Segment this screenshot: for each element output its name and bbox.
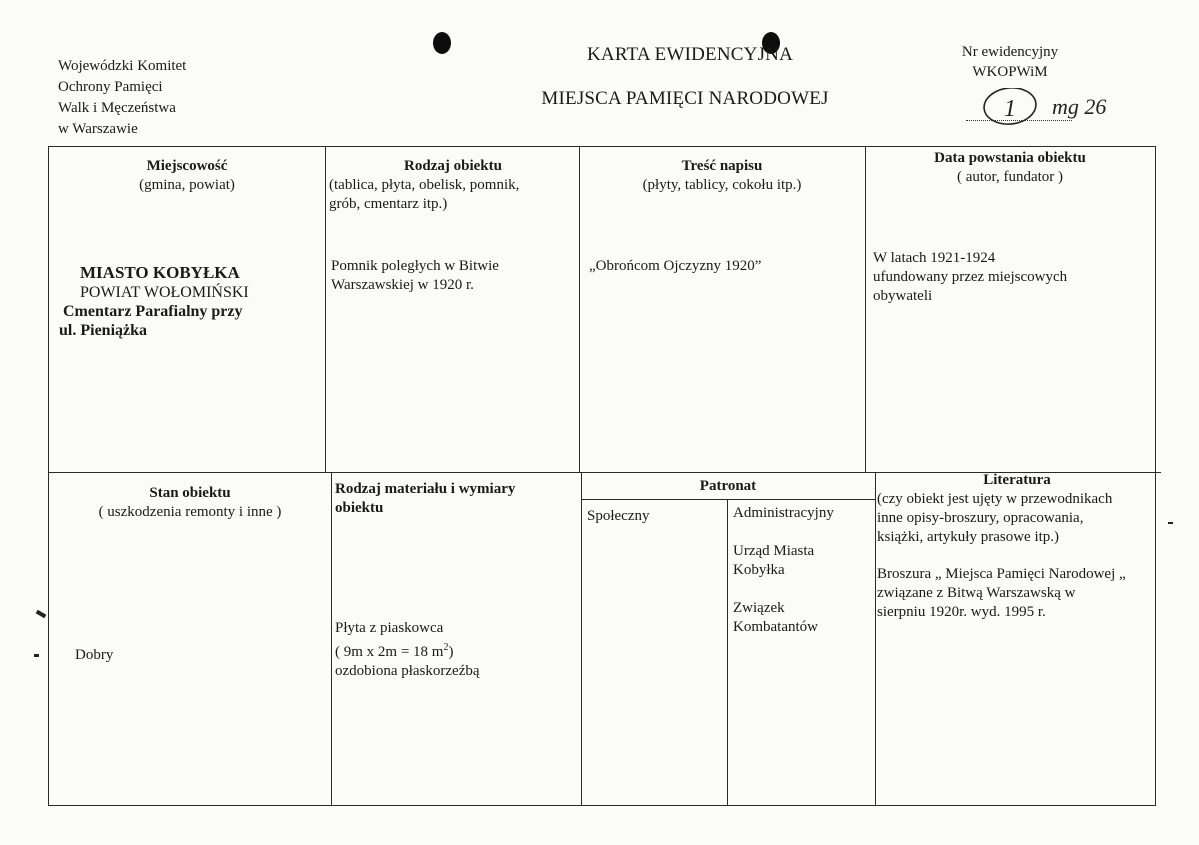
column-divider xyxy=(579,147,580,472)
patronat-column-divider xyxy=(727,499,728,805)
object-type-subtitle: grób, cmentarz itp.) xyxy=(329,196,448,212)
material-title: Rodzaj materiału i wymiary xyxy=(335,481,516,497)
town-name: MIASTO KOBYŁKA xyxy=(80,263,240,282)
place-value xyxy=(59,263,319,340)
issuer-line: Walk i Męczeństwa xyxy=(58,100,176,116)
admin-line: Urząd Miasta xyxy=(733,543,815,559)
cemetery-name: Cmentarz Parafialny przy xyxy=(63,303,243,320)
patronage-title: Patronat xyxy=(699,478,757,494)
handwritten-suffix-text: mg 26 xyxy=(1052,94,1107,119)
place-subtitle: (gmina, powiat) xyxy=(139,177,235,193)
literature-value: Broszura „ Miejsca Pamięci Narodowej „ xyxy=(877,566,1126,582)
dimensions-exponent: 2 xyxy=(443,642,449,653)
place-title: Miejscowość xyxy=(146,158,228,174)
admin-line: Kombatantów xyxy=(733,619,818,635)
document-subtitle: MIEJSCA PAMIĘCI NARODOWEJ xyxy=(541,88,829,109)
literature-subtitle: (czy obiekt jest ujęty w przewodnikach xyxy=(877,491,1113,507)
object-type-subtitle: (tablica, płyta, obelisk, pomnik, xyxy=(329,177,520,193)
literature-title: Literatura xyxy=(983,472,1051,488)
creation-date-line: W latach 1921-1924 xyxy=(873,250,996,266)
literature-cell xyxy=(877,471,1157,622)
issuer-line: w Warszawie xyxy=(58,121,138,137)
material-title: obiektu xyxy=(335,500,384,516)
registry-org-label: WKOPWiM xyxy=(972,64,1048,80)
patronat-subdivider xyxy=(581,499,875,500)
column-divider xyxy=(875,472,876,805)
inscription-cell-header xyxy=(579,157,865,195)
object-type-line: Warszawskiej w 1920 r. xyxy=(331,277,474,293)
issuer-block xyxy=(58,56,186,140)
handwritten-number-text: 1 xyxy=(1004,96,1016,122)
issuer-line: Ochrony Pamięci xyxy=(58,79,163,95)
dimensions-close: ) xyxy=(448,644,454,660)
literature-value: związane z Bitwą Warszawską w xyxy=(877,585,1076,601)
patronage-admin-values xyxy=(733,542,873,637)
condition-value: Dobry xyxy=(75,647,114,663)
literature-subtitle: książki, artykuły prasowe itp.) xyxy=(877,529,1060,545)
creation-date-value xyxy=(873,249,1153,306)
county-name: POWIAT WOŁOMIŃSKI xyxy=(80,284,249,301)
material-value xyxy=(335,619,575,681)
handwritten-registry-number xyxy=(982,88,1162,128)
column-divider xyxy=(865,147,866,472)
material-line: ozdobiona płaskorzeźbą xyxy=(335,663,480,679)
material-line: Płyta z piaskowca xyxy=(335,620,444,636)
object-type-value xyxy=(331,257,571,295)
condition-cell-header xyxy=(49,484,331,522)
creation-date-title: Data powstania obiektu xyxy=(934,150,1086,166)
registry-number-block xyxy=(930,42,1090,82)
admin-line: Związek xyxy=(733,600,785,616)
condition-title: Stan obiektu xyxy=(149,485,231,501)
creation-date-line: ufundowany przez miejscowych xyxy=(873,269,1068,285)
object-type-title: Rodzaj obiektu xyxy=(404,158,502,174)
creation-date-line: obywateli xyxy=(873,288,933,304)
column-divider xyxy=(581,472,582,805)
literature-value: sierpniu 1920r. wyd. 1995 r. xyxy=(877,604,1046,620)
record-table xyxy=(48,146,1156,806)
creation-date-subtitle: ( autor, fundator ) xyxy=(956,169,1064,185)
material-cell-header xyxy=(335,480,579,518)
column-divider xyxy=(331,472,332,805)
column-divider xyxy=(325,147,326,472)
speck-mark xyxy=(34,654,39,657)
punch-hole-left xyxy=(433,32,451,54)
condition-subtitle: ( uszkodzenia remonty i inne ) xyxy=(98,504,282,520)
place-cell-header xyxy=(49,157,325,195)
document-title: KARTA EWIDENCYJNA xyxy=(586,44,794,65)
street-name: ul. Pieniążka xyxy=(59,322,148,339)
creation-date-cell-header xyxy=(865,149,1155,187)
dimensions-text: ( 9m x 2m = 18 m xyxy=(335,644,444,660)
registry-number-label: Nr ewidencyjny xyxy=(961,44,1059,60)
inscription-value: „Obrońcom Ojczyzny 1920” xyxy=(589,258,762,274)
literature-subtitle: inne opisy-broszury, opracowania, xyxy=(877,510,1084,526)
issuer-line: Wojewódzki Komitet xyxy=(58,58,187,74)
admin-line: Kobyłka xyxy=(733,562,785,578)
inscription-subtitle: (płyty, tablicy, cokołu itp.) xyxy=(642,177,802,193)
inscription-title: Treść napisu xyxy=(681,158,763,174)
speck-mark xyxy=(36,610,47,618)
object-type-cell-header xyxy=(329,157,577,214)
patronage-social-label: Społeczny xyxy=(587,508,650,524)
patronage-admin-label: Administracyjny xyxy=(733,505,834,521)
speck-mark xyxy=(1168,522,1173,524)
object-type-line: Pomnik poległych w Bitwie xyxy=(331,258,499,274)
material-dimensions xyxy=(335,638,575,662)
